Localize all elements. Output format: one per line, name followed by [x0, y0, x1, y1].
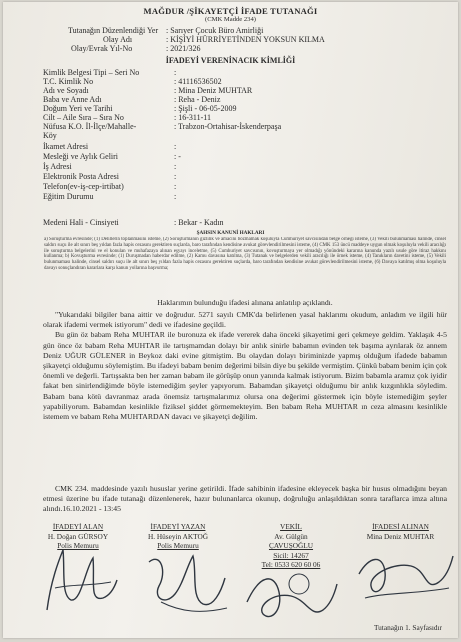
- rights-text: a) Soruşturma evresinde; (1) Delillerin toplanmasını isteme, (2) Soruşturmanın gizlilik ve amacını bozmamak koşuluyla Cumhuriyet savcısından belge örneği isteme, (3) Vekili bulunmaması halinde, cinsel saldırı suçu ile alt sınırı beş yıldan fazla hapis cezasını gerektiren suçlarda, baro tarafından kendisine avukat görevlendirilmesini isteme, (4) CMK 153 üncü maddeye uygun olmak koşuluyla vekili aracılığı ile soruşturma belgelerini ve el konulan ve muhafazaya alınan eşyayı inceletme, (5) Cumhuriyet savcısının, kovuşturmaya yer olmadığı yönündeki kararına kanunda yazılı usule göre itiraz hakkını kullanma; b) Kovuşturma evresinde; (1) Duruşmadan haberdar edilme, (2) Kamu davasına katılma, (3) Tutanak ve belgelerden vekili aracılığı ile örnek isteme, (4) Tanıkların davetini isteme, (5) Vekili bulunmaması halinde, cinsel saldırı suçu ile alt sınırı beş yıldan fazla hapis cezasını gerektiren suçlarda, baro tarafından kendisine avukat görevlendirilmesini isteme, (6) Davaya katılmış olma koşuluyla davayı sonuçlandıran kararlara karşı kanun yollarına başvurma;: [44, 237, 446, 271]
- signature-heading: İFADESİ ALINAN: [372, 522, 429, 531]
- identity-value: : Reha - Deniz: [174, 95, 221, 104]
- identity-label: Elektronik Posta Adresi: [43, 172, 119, 181]
- identity-row: [43, 68, 443, 77]
- case-info-value: : KİŞİYİ HÜRRİYETİNDEN YOKSUN KILMA: [166, 35, 325, 44]
- identity-label: Cilt – Aile Sıra – Sıra No: [43, 113, 124, 122]
- document-title: MAĞDUR /ŞİKAYETÇİ İFADE TUTANAĞI: [143, 6, 318, 16]
- signature-name: Av. Gülgün: [274, 531, 308, 541]
- identity-label: İş Adresi: [43, 162, 72, 171]
- identity-row: [43, 113, 443, 122]
- case-info-label: Olay/Evrak Yıl-No: [71, 44, 133, 53]
- identity-row: [43, 104, 443, 113]
- identity-section-title: İFADEYİ VERENİNACIK KİMLİĞİ: [165, 56, 296, 65]
- identity-label: Mesleği ve Aylık Geliri: [43, 152, 119, 161]
- signature-name: H. Doğan GÜRSOY: [47, 531, 109, 541]
- identity-row: [43, 131, 443, 140]
- statement-body: [43, 310, 447, 510]
- identity-value: :: [174, 162, 177, 171]
- identity-value: : Mina Deniz MUHTAR: [174, 86, 253, 95]
- identity-row: [43, 192, 443, 201]
- identity-row: [43, 77, 443, 86]
- identity-value: : -: [174, 152, 181, 161]
- identity-label: Baba ve Anne Adı: [43, 95, 102, 104]
- signature-title: Polis Memuru: [157, 541, 199, 551]
- identity-value: : 16-311-11: [174, 113, 211, 122]
- identity-value: :: [174, 182, 177, 191]
- signature-heading: İFADEYİ ALAN: [52, 522, 104, 531]
- signature-detail: Sicil: 14267: [273, 550, 309, 560]
- page-footer: Tutanağın 1. Sayfasıdır: [373, 623, 442, 632]
- identity-row: [43, 162, 443, 171]
- case-info-label: Tutanağın Düzenlendiği Yer: [68, 26, 159, 35]
- closing-paragraph: [43, 484, 447, 516]
- identity-row: [43, 172, 443, 181]
- identity-label: Adı ve Soyadı: [43, 86, 89, 95]
- clerk-handwritten-signature: [141, 542, 231, 622]
- identity-row: [43, 86, 443, 95]
- identity-value: :: [174, 68, 177, 77]
- signature-title: Polis Memuru: [57, 541, 99, 551]
- identity-label: Telefon(ev-iş-cep-irtibat): [43, 182, 124, 191]
- document-subtitle: (CMK Madde 234): [205, 16, 256, 23]
- rights-acknowledgement: Haklarımın bulunduğu ifadesi alınana anlatılıp açıklandı.: [157, 298, 333, 307]
- lawyer-handwritten-signature: [241, 562, 341, 632]
- identity-value: :: [174, 192, 177, 201]
- signature-heading: İFADEYİ YAZAN: [150, 522, 206, 531]
- identity-row: [43, 218, 443, 227]
- identity-label: İkamet Adresi: [43, 142, 89, 151]
- identity-row: [43, 182, 443, 191]
- case-info-block: [63, 26, 443, 54]
- identity-row: [43, 152, 443, 161]
- identity-row: [43, 122, 443, 131]
- identity-value: :: [174, 142, 177, 151]
- signature-detail: ÇAVUŞOĞLU: [268, 541, 314, 551]
- identity-value: : Trabzon-Ortahisar-İskenderpaşa: [174, 122, 282, 131]
- identity-value: :: [174, 172, 177, 181]
- identity-row: [43, 95, 443, 104]
- identity-label: Eğitim Durumu: [43, 192, 94, 201]
- signature-heading: VEKİL: [280, 522, 302, 531]
- identity-label: Köy: [43, 131, 57, 140]
- case-info-row: [63, 35, 443, 44]
- statement-paragraph: CMK 234. maddesinde yazılı hususlar yerine getirildi. İfade sahibinin ifadesine ekleyecek başka bir husus olmadığını beyan etmesi üzerine bu ifade tutanağı düzenlenerek, hazır bulunanlarca okunup, doğruluğu anlaşıldıktan sonra taraflarca imza altına alındı.16.10.2021 - 13:45: [43, 484, 447, 514]
- statement-paragraph: "Yukarıdaki bilgiler bana aittir ve doğrudur. 5271 sayılı CMK'da belirlenen yasal haklarımı okudum, anladım ve ilgili hür olarak ifademi vermek istiyorum" dedi ve ifadesine geçildi.: [43, 310, 447, 330]
- deponent-handwritten-signature: [355, 536, 455, 616]
- identity-row: [43, 142, 443, 151]
- identity-table: [43, 68, 443, 203]
- identity-label: Doğum Yeri ve Tarihi: [43, 104, 113, 113]
- case-info-value: : 2021/326: [166, 44, 201, 53]
- identity-label: T.C. Kimlik No: [43, 77, 94, 86]
- identity-value: : Şişli - 06-05-2009: [174, 104, 237, 113]
- identity-label: Medeni Hali - Cinsiyeti: [43, 218, 119, 227]
- case-info-label: Olay Adı: [103, 35, 133, 44]
- officer-handwritten-signature: [41, 540, 121, 620]
- case-info-row: [63, 44, 443, 53]
- identity-label: Kimlik Belgesi Tipi – Seri No: [43, 68, 140, 77]
- statement-document: [3, 2, 458, 638]
- identity-value: : 41116536502: [174, 77, 222, 86]
- rights-title: ŞAHSIN KANUNİ HAKLARI: [196, 230, 265, 236]
- identity-label: Nüfusa K.O. İl-İlçe/Mahalle-: [43, 122, 137, 131]
- signature-name: Mina Deniz MUHTAR: [366, 531, 435, 541]
- case-info-value: : Sarıyer Çocuk Büro Amirliği: [166, 26, 264, 35]
- identity-value: : Bekar - Kadın: [174, 218, 224, 227]
- signature-name: H. Hüseyin AKTOĞ: [147, 531, 209, 541]
- statement-paragraph: Bu gün öz babam Reha MUHTAR ile buronuza ek ifade vererek daha önceki şikayetimi geri çekmeye geldim. Yaklaşık 4-5 gün önce öz babam Reha MUHTAR ile tartışmamdan dolayı bir anlık sinirle babamın evinden tek başıma ayrılarak öz annem Deniz UĞUR GÜLENER in Beykoz daki evine gitmiştim. Bu olaydan dolayı biriminizde yapmış olduğum ifadede babamın şikayetçi olduğumu söylemiştim. Bu ifadeyi babam benim değerimi bilsin diye bu şekilde vermiştim. Çünkü babam benim için çok önemli ve değerli. Tartışsakta ben her zaman babam ile görüşüp onun yanında kalmak istiyorum. Bizim babamla aramız çok iyidir fakat ben sinirlendiğimde böyle istemediğim şeyler yapıyorum. Babamdan şikayetçi olduğumu bir anlık kızgınlıkla söyledim. Babam bana kötü davranmaz arada önemsiz tartışmalarımız olursa ona değerimi göstermek için böyle istemediğim şeyler yapabiliyorum. Babamdan kesinlikle fiziksel şiddet görmemekteyim. Ben babam Reha MUHTAR ın ceza almasını kesinlikle istemem ve babam Reha MUHTARDAN davacı ve şikayetçi değilim.: [43, 330, 447, 422]
- signature-detail: Tel: 0533 620 60 06: [261, 560, 321, 570]
- case-info-row: [63, 26, 443, 35]
